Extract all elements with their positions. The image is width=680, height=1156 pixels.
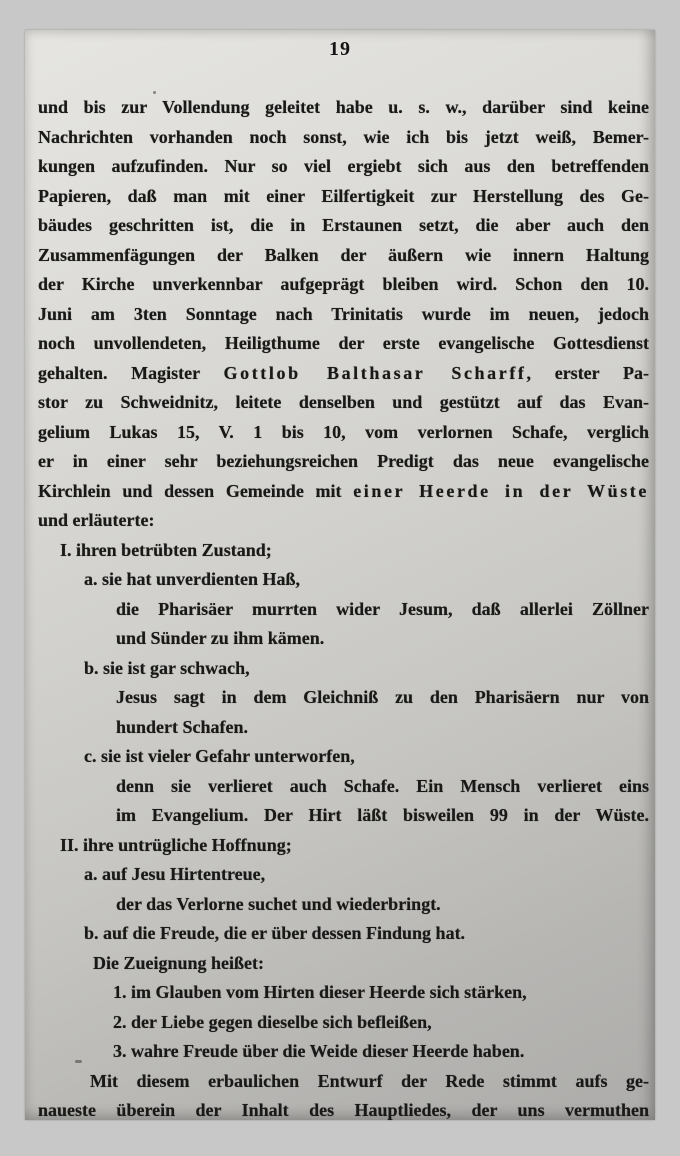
text-line (38, 477, 649, 507)
text-line (38, 831, 649, 861)
text-line (38, 624, 649, 654)
text-segment: II. ihre untrügliche Hoffnung; (60, 834, 292, 855)
text-segment: Die Zueignung heißet: (93, 952, 265, 973)
text-segment: Kirchlein und dessen Gemeinde mit (38, 480, 354, 501)
text-segment: 2. der Liebe gegen dieselbe sich befleißen, (113, 1011, 432, 1032)
text-segment: hundert Schafen. (116, 716, 249, 737)
text-segment: im Evangelium. Der Hirt läßt bisweilen 99 in der Wüste. (116, 805, 649, 825)
text-segment: gelium Lukas 15, V. 1 bis 10, vom verlornen Schafe, verglich (38, 421, 649, 442)
text-line (38, 949, 649, 979)
text-line (38, 1008, 649, 1038)
text-segment: b. sie ist gar schwach, (84, 657, 250, 678)
text-line (38, 329, 649, 359)
book-page (25, 30, 655, 1120)
text-line (38, 123, 649, 153)
text-line (38, 713, 649, 743)
text-line (38, 595, 649, 625)
text-line (38, 683, 649, 713)
text-line (38, 772, 649, 802)
text-segment: Nachrichten vorhanden noch sonst, wie ich bis jetzt weiß, Bemer- (38, 126, 649, 147)
emphasized-text: einer Heerde in der Wüste (353, 480, 649, 501)
text-segment: denn sie verlieret auch Schafe. Ein Mensch verlieret eins (116, 775, 649, 796)
text-line (38, 93, 649, 123)
text-segment: a. auf Jesu Hirtentreue, (84, 864, 266, 884)
text-segment: bäudes geschritten ist, die in Erstaunen setzt, die aber auch den (38, 215, 649, 235)
text-segment: der das Verlorne suchet und wiederbringt. (116, 893, 441, 914)
text-line (38, 801, 649, 831)
emphasized-text: Gottlob Balthasar Scharff (223, 362, 527, 383)
text-line (38, 182, 649, 212)
text-line (38, 506, 649, 536)
text-line (38, 978, 649, 1008)
text-segment: noch unvollendeten, Heiligthume der erste evangelische Gottesdienst (38, 333, 649, 353)
text-line (38, 270, 649, 300)
text-line (38, 152, 649, 182)
text-segment: und Sünder zu ihm kämen. (116, 628, 325, 648)
text-segment: Mit diesem erbaulichen Entwurf der Rede stimmt aufs ge- (90, 1070, 649, 1091)
text-segment: stor zu Schweidnitz, leitete denselben und gestützt auf das Evan- (38, 392, 649, 412)
text-line (38, 211, 649, 241)
text-segment: kungen aufzufinden. Nur so viel ergiebt sich aus den betreffenden (38, 156, 649, 176)
text-segment: c. sie ist vieler Gefahr unterworfen, (84, 746, 355, 766)
text-line (38, 447, 649, 477)
text-line (38, 1096, 649, 1126)
text-line (38, 1067, 649, 1097)
text-segment: naueste überein der Inhalt des Hauptliedes, der uns vermuthen (38, 1100, 649, 1120)
text-line (38, 241, 649, 271)
text-line (38, 742, 649, 772)
text-line (38, 536, 649, 566)
text-segment: und erläuterte: (38, 510, 155, 530)
text-segment: 3. wahre Freude über die Weide dieser Heerde haben. (113, 1041, 525, 1061)
text-segment: Juni am 3ten Sonntage nach Trinitatis wurde im neuen, jedoch (38, 303, 649, 324)
text-segment: Zusammenfägungen der Balken der äußern wie innern Haltung (38, 244, 649, 265)
text-line (38, 654, 649, 684)
text-segment: , erster Pa- (526, 362, 650, 383)
text-segment: 1. im Glauben vom Hirten dieser Heerde sich stärken, (113, 982, 527, 1002)
text-segment: b. auf die Freude, die er über dessen Findung hat. (84, 923, 466, 943)
page-number: 19 (329, 38, 351, 60)
text-segment: die Pharisäer murrten wider Jesum, daß allerlei Zöllner (116, 598, 649, 619)
text-block (38, 93, 649, 1126)
text-line (38, 919, 649, 949)
text-segment: er in einer sehr beziehungsreichen Predigt das neue evangelische (38, 451, 649, 471)
text-line (38, 565, 649, 595)
text-line (38, 388, 649, 418)
text-segment: der Kirche unverkennbar aufgeprägt bleiben wird. Schon den 10. (38, 274, 649, 294)
text-line (38, 418, 649, 448)
text-segment: gehalten. Magister (38, 362, 224, 383)
text-line (38, 890, 649, 920)
text-line (38, 1037, 649, 1067)
text-segment: Papieren, daß man mit einer Eilfertigkeit zur Herstellung des Ge- (38, 185, 649, 206)
text-segment: und bis zur Vollendung geleitet habe u. s. w., darüber sind keine (38, 97, 649, 117)
text-segment: Jesus sagt in dem Gleichniß zu den Pharisäern nur von (116, 687, 649, 707)
text-line (38, 300, 649, 330)
text-segment: I. ihren betrübten Zustand; (60, 539, 272, 560)
text-line (38, 860, 649, 890)
text-line (38, 359, 649, 389)
text-segment: a. sie hat unverdienten Haß, (84, 569, 301, 589)
